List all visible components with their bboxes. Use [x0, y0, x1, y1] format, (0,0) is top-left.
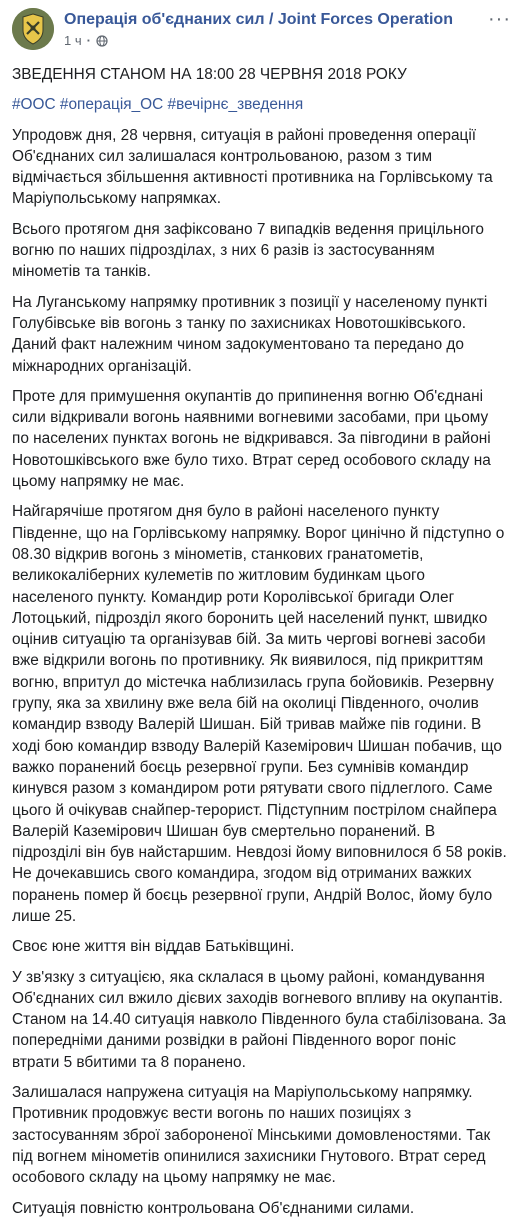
hashtag-list	[12, 94, 507, 115]
globe-icon[interactable]	[96, 35, 108, 47]
page-avatar[interactable]	[12, 8, 54, 50]
post-paragraph: Упродовж дня, 28 червня, ситуація в районі проведення операції Об'єднаних сил залишалася контрольованою, разом з тим відмічається збільшення активності противника на Горлівському та Маріупольському напрямках.	[12, 126, 493, 208]
hashtag-link[interactable]: #ООС	[12, 96, 56, 114]
post-headline: ЗВЕДЕННЯ СТАНОМ НА 18:00 28 ЧЕРВНЯ 2018 РОКУ	[12, 66, 407, 83]
post-content	[0, 58, 519, 1219]
post-paragraph: Ситуація повністю контрольована Об'єднаними силами.	[12, 1199, 415, 1217]
separator-dot: ·	[86, 33, 91, 48]
emblem-icon	[12, 8, 54, 50]
post-paragraph: Найгарячіше протягом дня було в районі населеного пункту Південне, що на Горлівському напрямку. Ворог цинічно й підступно о 08.30 відкрив вогонь з мінометів, станкових гранатометів, великокаліберних кулеметів по житловим будинкам цього населеного пункту. Командир роти Королівської бригади Олег Лотоцький, підрозділ якого боронить цей населений пункт, швидко оцінив ситуацію та організував бій. За мить чергові вогневі засоби вже відкрили вогонь по противнику. Як виявилося, під прикриттям вогню, впритул до містечка наблизилась група бойовиків. Резервну групу, яка за хвилину вже вела бій на околиці Південного, очолив командир взводу Валерій Шишан. Бій тривав майже пів години. В ході бою командир взводу Валерій Каземірович Шишан побачив, що важко поранений боєць резервної групи. Без сумнівів командир кинувся разом з командиром роти рятувати свого підлеглого. Саме цього й очікував снайпер-терорист. Підступним пострілом снайпера Валерій Каземірович Шишан був смертельно поранений. В підрозділі він був найстаршим. Невдозі йому виповнилося б 58 років. Не дочекавшись свого командира, згодом від отриманих важких поранень помер й боєць резервної групи, Андрій Волос, йому було лише 25.	[12, 503, 507, 925]
post-paragraph: Залишалася напружена ситуація на Маріупольському напрямку. Противник продовжує вести вогонь по наших позиціях з застосуванням зброї забороненої Мінськими домовленостями. Так під вогнем мінометів опинилися захисники Гнутового. Втрат серед особового складу на цьому напрямку не має.	[12, 1084, 491, 1187]
post-paragraph: Своє юне життя він віддав Батьківщині.	[12, 938, 295, 956]
post-paragraph: Проте для примушення окупантів до припинення вогню Об'єднані сили відкривали вогонь наявними вогневими засобами, при цьому по населених пунктах вогонь не відкривався. За півгодини в районі Новотошківського вже було тихо. Втрат серед особового складу на цьому напрямку не має.	[12, 387, 491, 491]
more-options-icon[interactable]: ···	[488, 8, 511, 30]
hashtag-link[interactable]: #вечірнє_зведення	[167, 96, 304, 114]
post-paragraph: У зв'язку з ситуацією, яка склалася в цьому районі, командування Об'єднаних сил вжило дієвих заходів вогневого впливу на окупантів. Станом на 14.40 ситуація навколо Південного була стабілізована. За попередніми даними розвідки в районі Південного ворог поніс втрати 5 вбитими та 8 поранено.	[12, 968, 506, 1071]
page-name-link[interactable]: Операція об'єднаних сил / Joint Forces Operation	[64, 11, 453, 28]
post-header	[0, 0, 519, 58]
post-meta	[64, 33, 108, 48]
post-time[interactable]: 1 ч	[64, 33, 82, 48]
hashtag-link[interactable]: #операція_ОС	[59, 96, 164, 114]
post-paragraph: Всього протягом дня зафіксовано 7 випадків ведення прицільного вогню по наших підрозділах, з них 6 разів із застосуванням мінометів та танків.	[12, 220, 484, 281]
post-paragraph: На Луганському напрямку противник з позиції у населеному пункті Голубівське вів вогонь з танку по захисниках Новотошківського. Даний факт належним чином задокументовано та передано до міжнародних організацій.	[12, 293, 488, 375]
